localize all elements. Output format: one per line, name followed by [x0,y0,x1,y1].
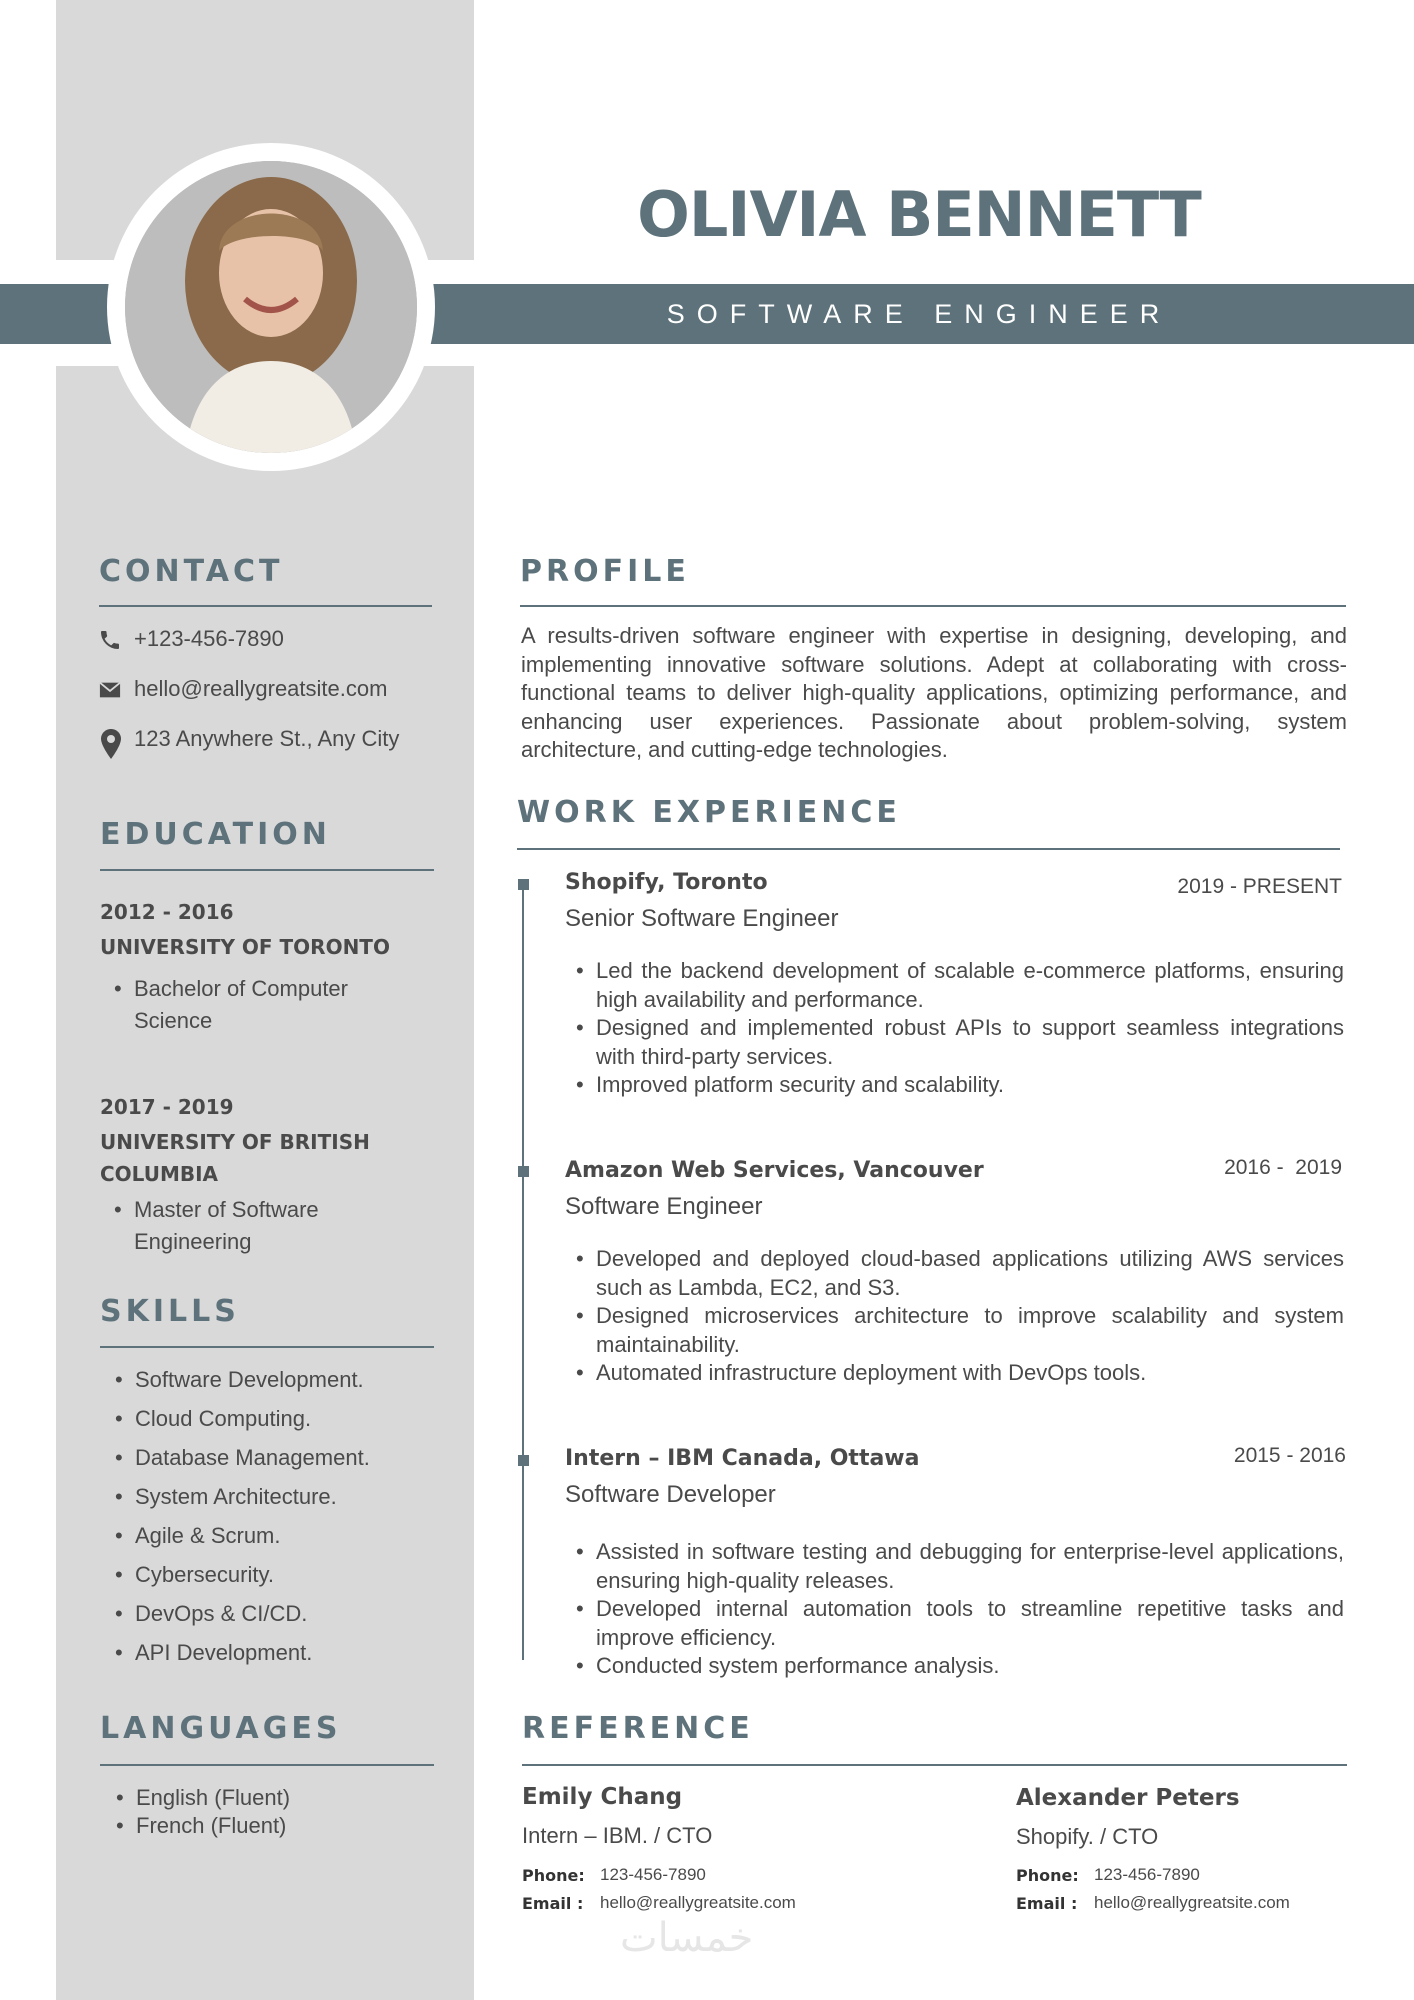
degree-line: Master of Software [134,1197,319,1222]
phone-icon [98,628,122,652]
job-title: SOFTWARE ENGINEER [666,299,1172,329]
education-divider [100,869,434,871]
contact-heading: CONTACT [99,554,284,589]
mail-icon [99,681,121,699]
education-heading: EDUCATION [100,817,331,852]
work-divider [517,848,1340,850]
job-role: Software Developer [565,1481,776,1508]
skill-item: • System Architecture. [135,1481,337,1513]
contact-divider [99,605,432,607]
reference-phone[interactable]: 123-456-7890 [1094,1865,1200,1884]
job-dates: 2019 - PRESENT [1177,875,1342,898]
reference-position: Shopify. / CTO [1016,1824,1159,1849]
skill-item: • Database Management. [135,1442,370,1474]
timeline-marker [518,1166,529,1177]
reference-divider [522,1764,1347,1766]
language-item: • English (Fluent) [136,1782,290,1814]
skill-item: • DevOps & CI/CD. [135,1598,307,1630]
degree-line: Bachelor of Computer [134,976,348,1001]
job-bullets [596,1245,1344,1388]
reference-phone[interactable]: 123-456-7890 [600,1865,706,1884]
profile-divider [520,605,1346,607]
job-bullet: • Led the backend development of scalable e-commerce platforms, ensuring high availability and performance. [596,957,1344,1014]
job-company: Shopify, Toronto [565,870,768,895]
job-role: Software Engineer [565,1193,763,1220]
contact-phone[interactable]: +123-456-7890 [134,626,284,651]
reference-name: Emily Chang [522,1784,683,1810]
contact-email[interactable]: hello@reallygreatsite.com [134,676,388,701]
reference-email[interactable]: hello@reallygreatsite.com [600,1893,796,1912]
education-years: 2017 - 2019 [100,1095,234,1119]
languages-divider [100,1764,434,1766]
job-bullet: • Developed and deployed cloud-based applications utilizing AWS services such as Lambda, EC2, and S3. [596,1245,1344,1302]
skill-item: • Agile & Scrum. [135,1520,281,1552]
work-heading: WORK EXPERIENCE [517,795,901,830]
education-degree-cont: Engineering [134,1229,252,1254]
education-degree [134,973,348,1005]
reference-heading: REFERENCE [522,1711,754,1746]
education-school: UNIVERSITY OF TORONTO [100,935,390,959]
languages-heading: LANGUAGES [100,1711,342,1746]
profile-heading: PROFILE [520,554,690,589]
skill-item: • Cybersecurity. [135,1559,274,1591]
avatar [125,161,417,453]
job-dates: 2015 - 2016 [1233,1444,1346,1467]
language-item: • French (Fluent) [136,1810,286,1842]
job-bullets [596,957,1344,1100]
reference-email-label: Email : [522,1894,584,1913]
job-company: Amazon Web Services, Vancouver [565,1158,984,1183]
education-degree [134,1194,319,1226]
job-bullets [596,1538,1344,1681]
contact-address: 123 Anywhere St., Any City [134,726,400,751]
location-pin-icon [100,728,122,760]
job-company: Intern – IBM Canada, Ottawa [565,1446,920,1471]
job-bullet: • Designed microservices architecture to improve scalability and system maintainability. [596,1302,1344,1359]
education-school: UNIVERSITY OF BRITISH [100,1130,370,1154]
reference-phone-label: Phone: [522,1866,585,1885]
reference-position: Intern – IBM. / CTO [522,1823,713,1848]
work-timeline [522,882,524,1660]
skills-divider [100,1346,434,1348]
timeline-marker [518,879,529,890]
reference-email[interactable]: hello@reallygreatsite.com [1094,1893,1290,1912]
skill-item: • Cloud Computing. [135,1403,311,1435]
job-bullet: • Designed and implemented robust APIs to support seamless integrations with third-party services. [596,1014,1344,1071]
candidate-name: OLIVIA BENNETT [637,178,1201,251]
reference-email-label: Email : [1016,1894,1078,1913]
timeline-marker [518,1455,529,1466]
job-bullet: • Improved platform security and scalability. [596,1071,1344,1100]
skills-heading: SKILLS [100,1294,240,1329]
reference-phone-label: Phone: [1016,1866,1079,1885]
education-degree-cont: Science [134,1008,213,1033]
job-bullet: • Assisted in software testing and debugging for enterprise-level applications, ensuring high-quality releases. [596,1538,1344,1595]
reference-name: Alexander Peters [1016,1785,1240,1811]
education-years: 2012 - 2016 [100,900,234,924]
job-bullet: • Conducted system performance analysis. [596,1652,1344,1681]
job-role: Senior Software Engineer [565,905,839,932]
job-bullet: • Developed internal automation tools to streamline repetitive tasks and improve efficiency. [596,1595,1344,1652]
skill-item: • API Development. [135,1637,312,1669]
job-dates: 2016 - 2019 [1224,1156,1342,1179]
watermark: خمسات [620,1915,754,1961]
profile-summary: A results-driven software engineer with expertise in designing, developing, and implementing innovative software solutions. Adept at collaborating with cross-functional teams to deliver high-quality applications, optimizing performance, and enhancing user experiences. Passionate about problem-solving, system architecture, and cutting-edge technologies. [521,623,1347,762]
avatar-portrait-icon [125,161,417,453]
skill-item: • Software Development. [135,1364,364,1396]
education-school-cont: COLUMBIA [100,1162,219,1186]
job-bullet: • Automated infrastructure deployment with DevOps tools. [596,1359,1344,1388]
